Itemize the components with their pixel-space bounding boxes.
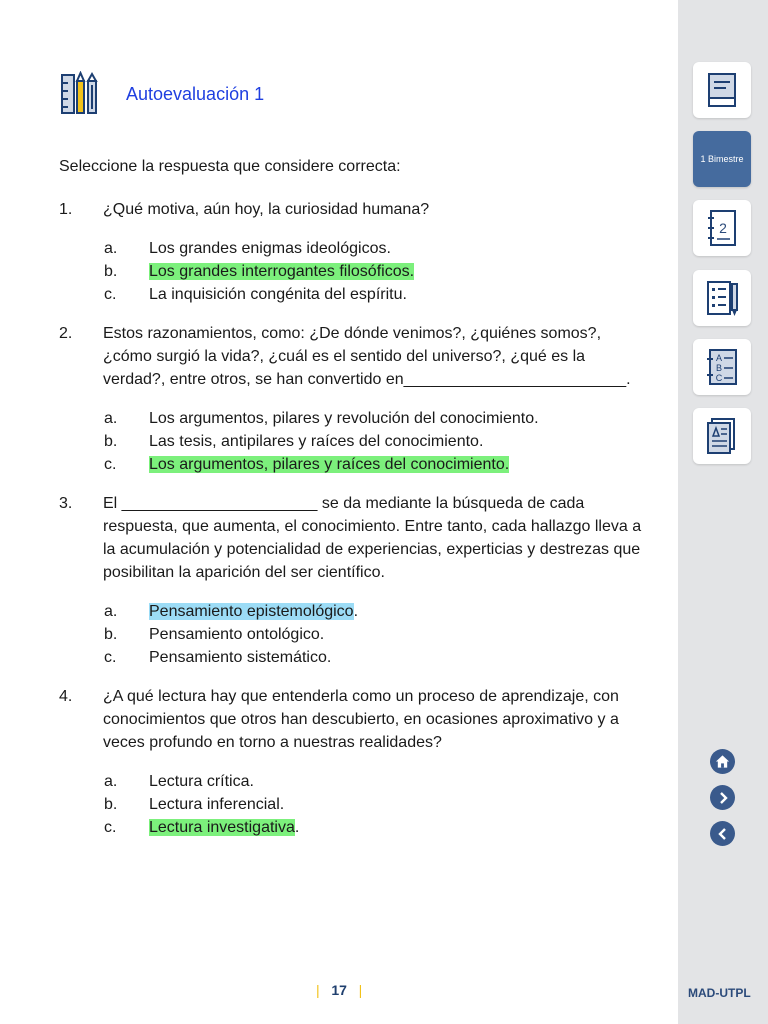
option-content (149, 793, 284, 816)
option-text: Lectura inferencial. (149, 796, 285, 813)
page-number-value: 17 (331, 982, 347, 998)
option-content (149, 430, 483, 453)
option-letter: b. (104, 263, 118, 280)
next-button[interactable] (710, 785, 735, 810)
sidebar-checklist-button[interactable] (693, 270, 751, 326)
section-header (60, 70, 264, 118)
option-letter: b. (104, 626, 118, 643)
option-3-b[interactable] (104, 623, 649, 646)
option-content (149, 453, 509, 476)
option-content (149, 283, 407, 306)
option-content (149, 816, 299, 839)
option-content (149, 407, 539, 430)
option-letter: a. (104, 410, 118, 427)
back-button[interactable] (710, 821, 735, 846)
option-text: Pensamiento sistemático. (149, 649, 332, 666)
option-text-highlighted: Los grandes interrogantes filosóficos. (149, 263, 415, 280)
option-3-a[interactable] (104, 600, 649, 623)
question-number: 4. (59, 688, 73, 705)
option-4-a[interactable] (104, 770, 649, 793)
question-text: El ______________________ se da mediante la búsqueda de cada respuesta, que aumenta, el conocimiento. Entre tanto, cada hallazgo lleva a la acumulación y potencialidad de experiencias, experticias y destrezas que posibilitan la aparición del ser científico. (103, 495, 642, 581)
question-1 (59, 198, 649, 306)
home-button[interactable] (710, 749, 735, 774)
option-2-b[interactable] (104, 430, 649, 453)
option-4-b[interactable] (104, 793, 649, 816)
option-letter: a. (104, 603, 118, 620)
home-icon (715, 754, 730, 769)
quiz-letter-a: A (715, 353, 723, 363)
option-1-c[interactable] (104, 283, 649, 306)
page-bar-left: | (316, 982, 320, 998)
page-bar-right: | (358, 982, 363, 998)
question-list (59, 198, 649, 855)
option-letter: c. (104, 286, 117, 303)
quiz-letter-b: B (715, 363, 723, 373)
sidebar-notebook-button[interactable] (693, 200, 751, 256)
option-letter: a. (104, 773, 118, 790)
option-content (149, 770, 254, 793)
option-text: Pensamiento ontológico. (149, 626, 325, 643)
brand-label: MAD-UTPL (688, 986, 751, 1000)
question-number: 1. (59, 201, 73, 218)
option-4-c[interactable] (104, 816, 649, 839)
option-content (149, 260, 414, 283)
option-text: Los argumentos, pilares y revolución del conocimiento. (149, 410, 539, 427)
sidebar-document-button[interactable] (693, 408, 751, 464)
option-list (59, 237, 649, 306)
option-trail: . (294, 819, 300, 836)
sidebar-book-button[interactable] (693, 62, 751, 118)
notebook-2-icon (704, 208, 740, 248)
option-2-c[interactable] (104, 453, 649, 476)
option-2-a[interactable] (104, 407, 649, 430)
page-title: Autoevaluación 1 (126, 83, 265, 104)
question-2 (59, 322, 649, 476)
quiz-letter-c: C (715, 373, 723, 383)
option-text-highlighted: Los argumentos, pilares y raíces del conocimiento. (149, 456, 510, 473)
option-content (149, 646, 331, 669)
question-row (59, 685, 649, 754)
option-text: La inquisición congénita del espíritu. (149, 286, 407, 303)
option-1-a[interactable] (104, 237, 649, 260)
option-letter: b. (104, 433, 118, 450)
option-letter: a. (104, 240, 118, 257)
option-text-highlighted: Pensamiento epistemológico (149, 603, 354, 620)
question-3 (59, 492, 649, 669)
option-content (149, 237, 391, 260)
instructions: Seleccione la respuesta que considere correcta: (59, 158, 401, 175)
question-text: ¿A qué lectura hay que entenderla como un proceso de aprendizaje, con conocimientos que otros han descubierto, en ocasiones aproximativo y a veces profundo en torno a nuestras realidades? (103, 688, 619, 751)
question-4 (59, 685, 649, 839)
option-3-c[interactable] (104, 646, 649, 669)
option-letter: c. (104, 819, 117, 836)
sidebar (678, 0, 768, 1024)
option-1-b[interactable] (104, 260, 649, 283)
option-list (59, 407, 649, 476)
sidebar-abc-quiz-button[interactable] (693, 339, 751, 395)
option-text: Lectura crítica. (149, 773, 254, 790)
bimester-label: 1 Bimestre (700, 154, 744, 164)
checklist-icon (704, 278, 740, 318)
back-arrow-icon (716, 827, 730, 841)
option-letter: b. (104, 796, 118, 813)
option-text: Las tesis, antipilares y raíces del conocimiento. (149, 433, 484, 450)
question-row (59, 198, 649, 221)
next-arrow-icon (716, 791, 730, 805)
ruler-pencils-icon (60, 71, 102, 117)
question-row (59, 322, 649, 391)
option-text-highlighted: Lectura investigativa (149, 819, 295, 836)
question-text: Estos razonamientos, como: ¿De dónde venimos?, ¿quiénes somos?, ¿cómo surgió la vida?, ¿cuál es el sentido del universo?, ¿qué es la verdad?, entre otros, se han convertido en_________________________. (103, 325, 631, 388)
option-content (149, 623, 324, 646)
text-document-icon (704, 416, 740, 456)
option-content (149, 600, 358, 623)
notebook-badge: 2 (719, 220, 727, 236)
question-text: ¿Qué motiva, aún hoy, la curiosidad humana? (103, 201, 430, 218)
question-number: 2. (59, 325, 73, 342)
option-trail: . (353, 603, 359, 620)
option-letter: c. (104, 456, 117, 473)
question-number: 3. (59, 495, 73, 512)
question-row (59, 492, 649, 584)
book-icon (704, 70, 740, 110)
option-list (59, 600, 649, 669)
option-list (59, 770, 649, 839)
option-letter: c. (104, 649, 117, 666)
sidebar-bimester-button[interactable] (693, 131, 751, 187)
option-text: Los grandes enigmas ideológicos. (149, 240, 391, 257)
page-number (316, 982, 362, 998)
abc-quiz-icon (704, 347, 740, 387)
